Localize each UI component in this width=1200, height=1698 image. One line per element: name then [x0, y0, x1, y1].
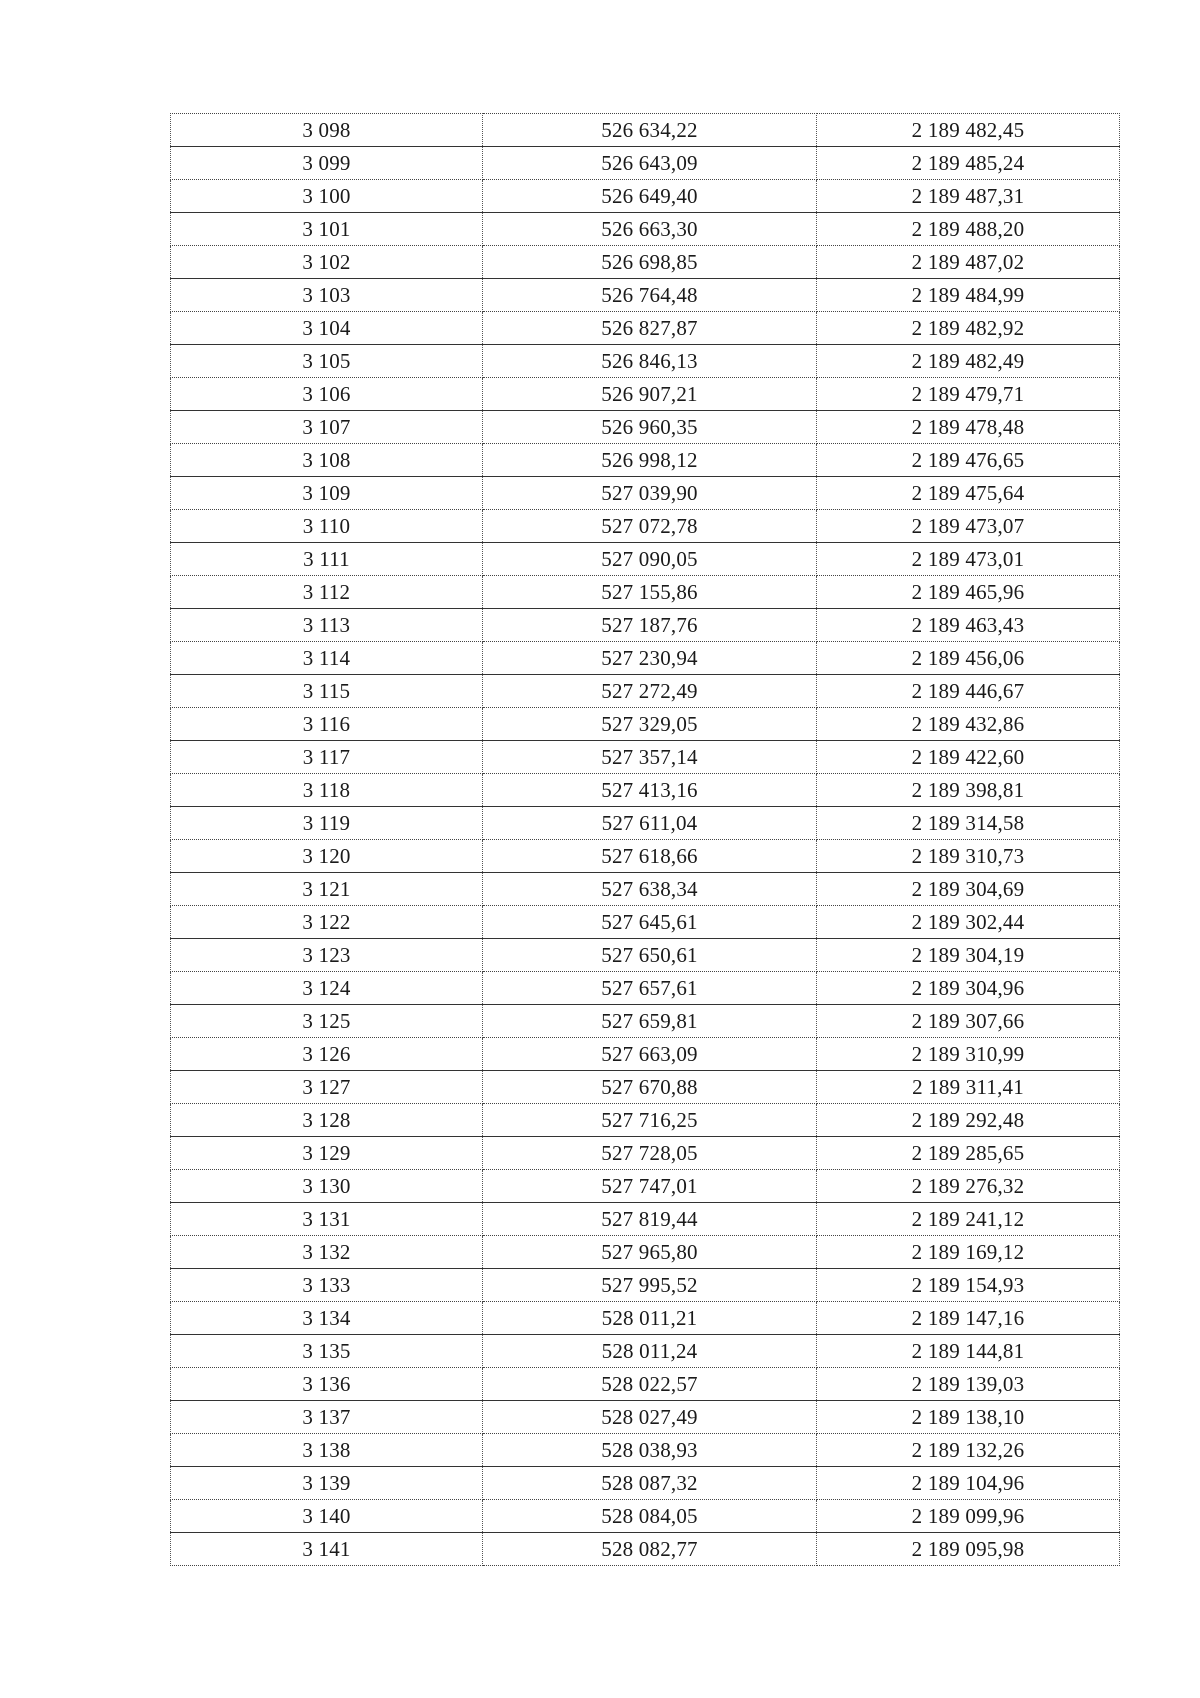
- x-coordinate-cell: 528 022,57: [483, 1368, 817, 1401]
- table-row: [171, 1401, 1120, 1434]
- point-number-cell: 3 099: [171, 147, 483, 180]
- y-coordinate-cell: 2 189 099,96: [817, 1500, 1120, 1533]
- table-row: [171, 1203, 1120, 1236]
- x-coordinate-cell: 526 764,48: [483, 279, 817, 312]
- point-number-cell: 3 120: [171, 840, 483, 873]
- y-coordinate-cell: 2 189 144,81: [817, 1335, 1120, 1368]
- point-number-cell: 3 137: [171, 1401, 483, 1434]
- point-number-cell: 3 119: [171, 807, 483, 840]
- table-row: [171, 1302, 1120, 1335]
- point-number-cell: 3 113: [171, 609, 483, 642]
- table-row: [171, 444, 1120, 477]
- point-number-cell: 3 118: [171, 774, 483, 807]
- x-coordinate-cell: 527 650,61: [483, 939, 817, 972]
- table-row: [171, 213, 1120, 246]
- point-number-cell: 3 108: [171, 444, 483, 477]
- x-coordinate-cell: 526 643,09: [483, 147, 817, 180]
- point-number-cell: 3 105: [171, 345, 483, 378]
- table-row: [171, 114, 1120, 147]
- point-number-cell: 3 131: [171, 1203, 483, 1236]
- point-number-cell: 3 136: [171, 1368, 483, 1401]
- x-coordinate-cell: 527 039,90: [483, 477, 817, 510]
- y-coordinate-cell: 2 189 473,01: [817, 543, 1120, 576]
- y-coordinate-cell: 2 189 487,02: [817, 246, 1120, 279]
- x-coordinate-cell: 527 090,05: [483, 543, 817, 576]
- point-number-cell: 3 103: [171, 279, 483, 312]
- table-row: [171, 1236, 1120, 1269]
- table-row: [171, 1467, 1120, 1500]
- table-row: [171, 1335, 1120, 1368]
- table-row: [171, 1500, 1120, 1533]
- table-row: [171, 1038, 1120, 1071]
- y-coordinate-cell: 2 189 488,20: [817, 213, 1120, 246]
- table-row: [171, 246, 1120, 279]
- table-row: [171, 378, 1120, 411]
- x-coordinate-cell: 527 995,52: [483, 1269, 817, 1302]
- y-coordinate-cell: 2 189 276,32: [817, 1170, 1120, 1203]
- table-row: [171, 279, 1120, 312]
- point-number-cell: 3 122: [171, 906, 483, 939]
- y-coordinate-cell: 2 189 304,19: [817, 939, 1120, 972]
- table-row: [171, 741, 1120, 774]
- point-number-cell: 3 114: [171, 642, 483, 675]
- x-coordinate-cell: 527 618,66: [483, 840, 817, 873]
- y-coordinate-cell: 2 189 482,45: [817, 114, 1120, 147]
- point-number-cell: 3 127: [171, 1071, 483, 1104]
- table-row: [171, 576, 1120, 609]
- point-number-cell: 3 139: [171, 1467, 483, 1500]
- y-coordinate-cell: 2 189 095,98: [817, 1533, 1120, 1566]
- table-row: [171, 939, 1120, 972]
- x-coordinate-cell: 527 187,76: [483, 609, 817, 642]
- y-coordinate-cell: 2 189 398,81: [817, 774, 1120, 807]
- point-number-cell: 3 123: [171, 939, 483, 972]
- y-coordinate-cell: 2 189 484,99: [817, 279, 1120, 312]
- x-coordinate-cell: 527 357,14: [483, 741, 817, 774]
- x-coordinate-cell: 528 082,77: [483, 1533, 817, 1566]
- point-number-cell: 3 115: [171, 675, 483, 708]
- table-row: [171, 411, 1120, 444]
- x-coordinate-cell: 527 413,16: [483, 774, 817, 807]
- table-row: [171, 1368, 1120, 1401]
- table-row: [171, 1005, 1120, 1038]
- point-number-cell: 3 125: [171, 1005, 483, 1038]
- y-coordinate-cell: 2 189 485,24: [817, 147, 1120, 180]
- x-coordinate-cell: 526 634,22: [483, 114, 817, 147]
- y-coordinate-cell: 2 189 476,65: [817, 444, 1120, 477]
- y-coordinate-cell: 2 189 482,49: [817, 345, 1120, 378]
- y-coordinate-cell: 2 189 285,65: [817, 1137, 1120, 1170]
- table-row: [171, 543, 1120, 576]
- y-coordinate-cell: 2 189 292,48: [817, 1104, 1120, 1137]
- x-coordinate-cell: 527 663,09: [483, 1038, 817, 1071]
- point-number-cell: 3 112: [171, 576, 483, 609]
- table-row: [171, 609, 1120, 642]
- table-row: [171, 906, 1120, 939]
- x-coordinate-cell: 526 907,21: [483, 378, 817, 411]
- table-row: [171, 1434, 1120, 1467]
- x-coordinate-cell: 526 649,40: [483, 180, 817, 213]
- x-coordinate-cell: 527 728,05: [483, 1137, 817, 1170]
- x-coordinate-cell: 526 960,35: [483, 411, 817, 444]
- point-number-cell: 3 121: [171, 873, 483, 906]
- x-coordinate-cell: 528 027,49: [483, 1401, 817, 1434]
- x-coordinate-cell: 527 329,05: [483, 708, 817, 741]
- x-coordinate-cell: 527 670,88: [483, 1071, 817, 1104]
- x-coordinate-cell: 528 084,05: [483, 1500, 817, 1533]
- table-row: [171, 972, 1120, 1005]
- point-number-cell: 3 129: [171, 1137, 483, 1170]
- y-coordinate-cell: 2 189 132,26: [817, 1434, 1120, 1467]
- x-coordinate-cell: 526 827,87: [483, 312, 817, 345]
- point-number-cell: 3 110: [171, 510, 483, 543]
- x-coordinate-cell: 527 716,25: [483, 1104, 817, 1137]
- point-number-cell: 3 109: [171, 477, 483, 510]
- y-coordinate-cell: 2 189 138,10: [817, 1401, 1120, 1434]
- table-row: [171, 510, 1120, 543]
- table-row: [171, 642, 1120, 675]
- table-row: [171, 345, 1120, 378]
- table-row: [171, 147, 1120, 180]
- y-coordinate-cell: 2 189 169,12: [817, 1236, 1120, 1269]
- x-coordinate-cell: 527 638,34: [483, 873, 817, 906]
- y-coordinate-cell: 2 189 104,96: [817, 1467, 1120, 1500]
- point-number-cell: 3 098: [171, 114, 483, 147]
- y-coordinate-cell: 2 189 475,64: [817, 477, 1120, 510]
- point-number-cell: 3 132: [171, 1236, 483, 1269]
- y-coordinate-cell: 2 189 456,06: [817, 642, 1120, 675]
- x-coordinate-cell: 527 072,78: [483, 510, 817, 543]
- table-row: [171, 1269, 1120, 1302]
- x-coordinate-cell: 528 087,32: [483, 1467, 817, 1500]
- table-row: [171, 1533, 1120, 1566]
- y-coordinate-cell: 2 189 465,96: [817, 576, 1120, 609]
- table-row: [171, 1104, 1120, 1137]
- y-coordinate-cell: 2 189 422,60: [817, 741, 1120, 774]
- point-number-cell: 3 124: [171, 972, 483, 1005]
- y-coordinate-cell: 2 189 304,69: [817, 873, 1120, 906]
- point-number-cell: 3 130: [171, 1170, 483, 1203]
- y-coordinate-cell: 2 189 473,07: [817, 510, 1120, 543]
- y-coordinate-cell: 2 189 487,31: [817, 180, 1120, 213]
- table-row: [171, 180, 1120, 213]
- x-coordinate-cell: 526 998,12: [483, 444, 817, 477]
- x-coordinate-cell: 527 611,04: [483, 807, 817, 840]
- y-coordinate-cell: 2 189 154,93: [817, 1269, 1120, 1302]
- point-number-cell: 3 116: [171, 708, 483, 741]
- y-coordinate-cell: 2 189 139,03: [817, 1368, 1120, 1401]
- point-number-cell: 3 106: [171, 378, 483, 411]
- y-coordinate-cell: 2 189 446,67: [817, 675, 1120, 708]
- y-coordinate-cell: 2 189 304,96: [817, 972, 1120, 1005]
- x-coordinate-cell: 527 272,49: [483, 675, 817, 708]
- x-coordinate-cell: 527 657,61: [483, 972, 817, 1005]
- point-number-cell: 3 101: [171, 213, 483, 246]
- table-row: [171, 840, 1120, 873]
- coordinates-table: [170, 113, 1120, 1566]
- y-coordinate-cell: 2 189 432,86: [817, 708, 1120, 741]
- x-coordinate-cell: 527 230,94: [483, 642, 817, 675]
- point-number-cell: 3 100: [171, 180, 483, 213]
- coordinates-table-body: [171, 114, 1120, 1566]
- x-coordinate-cell: 528 011,24: [483, 1335, 817, 1368]
- point-number-cell: 3 128: [171, 1104, 483, 1137]
- table-row: [171, 708, 1120, 741]
- y-coordinate-cell: 2 189 307,66: [817, 1005, 1120, 1038]
- x-coordinate-cell: 527 659,81: [483, 1005, 817, 1038]
- point-number-cell: 3 104: [171, 312, 483, 345]
- x-coordinate-cell: 526 698,85: [483, 246, 817, 279]
- point-number-cell: 3 134: [171, 1302, 483, 1335]
- point-number-cell: 3 126: [171, 1038, 483, 1071]
- y-coordinate-cell: 2 189 147,16: [817, 1302, 1120, 1335]
- y-coordinate-cell: 2 189 241,12: [817, 1203, 1120, 1236]
- table-row: [171, 1170, 1120, 1203]
- y-coordinate-cell: 2 189 314,58: [817, 807, 1120, 840]
- x-coordinate-cell: 526 663,30: [483, 213, 817, 246]
- x-coordinate-cell: 527 747,01: [483, 1170, 817, 1203]
- x-coordinate-cell: 527 155,86: [483, 576, 817, 609]
- table-row: [171, 675, 1120, 708]
- table-row: [171, 1137, 1120, 1170]
- point-number-cell: 3 111: [171, 543, 483, 576]
- y-coordinate-cell: 2 189 302,44: [817, 906, 1120, 939]
- table-row: [171, 774, 1120, 807]
- y-coordinate-cell: 2 189 479,71: [817, 378, 1120, 411]
- table-row: [171, 312, 1120, 345]
- y-coordinate-cell: 2 189 482,92: [817, 312, 1120, 345]
- y-coordinate-cell: 2 189 311,41: [817, 1071, 1120, 1104]
- point-number-cell: 3 133: [171, 1269, 483, 1302]
- y-coordinate-cell: 2 189 478,48: [817, 411, 1120, 444]
- x-coordinate-cell: 528 011,21: [483, 1302, 817, 1335]
- point-number-cell: 3 117: [171, 741, 483, 774]
- x-coordinate-cell: 528 038,93: [483, 1434, 817, 1467]
- x-coordinate-cell: 527 965,80: [483, 1236, 817, 1269]
- point-number-cell: 3 141: [171, 1533, 483, 1566]
- point-number-cell: 3 107: [171, 411, 483, 444]
- x-coordinate-cell: 527 819,44: [483, 1203, 817, 1236]
- table-row: [171, 873, 1120, 906]
- table-row: [171, 1071, 1120, 1104]
- table-row: [171, 807, 1120, 840]
- y-coordinate-cell: 2 189 463,43: [817, 609, 1120, 642]
- y-coordinate-cell: 2 189 310,99: [817, 1038, 1120, 1071]
- point-number-cell: 3 138: [171, 1434, 483, 1467]
- x-coordinate-cell: 527 645,61: [483, 906, 817, 939]
- x-coordinate-cell: 526 846,13: [483, 345, 817, 378]
- table-row: [171, 477, 1120, 510]
- point-number-cell: 3 140: [171, 1500, 483, 1533]
- y-coordinate-cell: 2 189 310,73: [817, 840, 1120, 873]
- point-number-cell: 3 102: [171, 246, 483, 279]
- point-number-cell: 3 135: [171, 1335, 483, 1368]
